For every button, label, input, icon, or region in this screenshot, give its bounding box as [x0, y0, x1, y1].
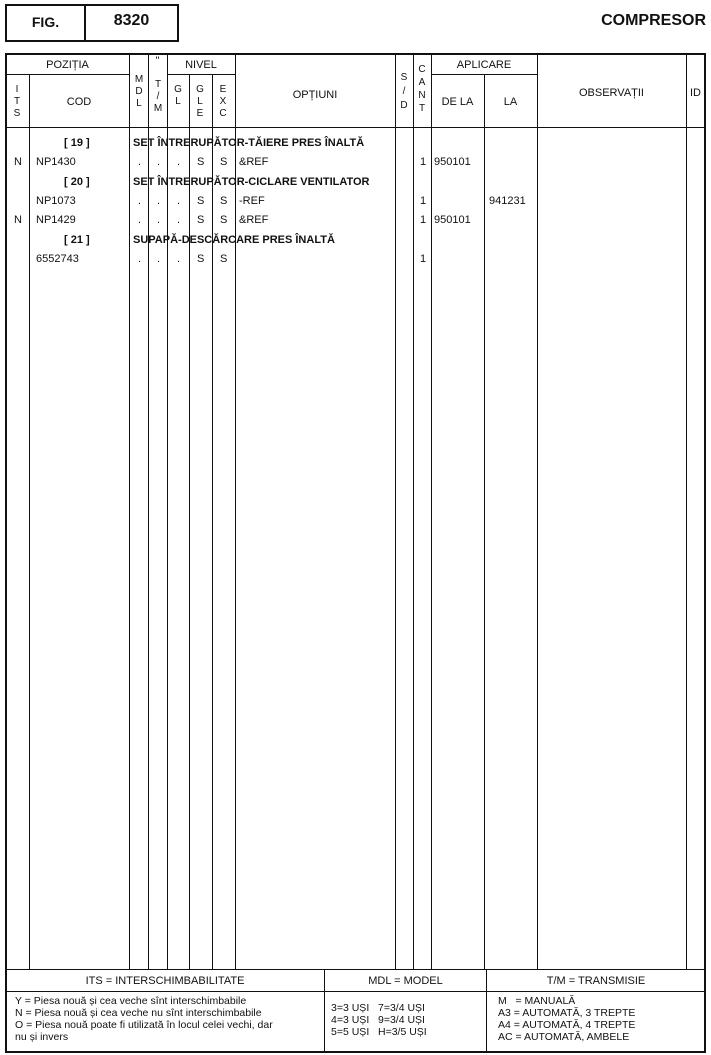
header-la: LA: [503, 96, 518, 108]
row-mdl: .: [138, 195, 142, 207]
col-line-gl: [189, 74, 190, 969]
legend-mdl-line: 3=3 UȘI 7=3/4 UȘI: [331, 1002, 425, 1014]
row-its: N: [14, 156, 22, 168]
col-line-cod: [129, 53, 130, 969]
row-exc: S: [220, 195, 228, 207]
row-tm: .: [157, 253, 161, 265]
col-line-gle: [212, 74, 213, 969]
header-tm: T / M: [153, 79, 163, 114]
row-exc: S: [220, 214, 228, 226]
header-gl: G L: [174, 84, 182, 107]
row-gl: .: [177, 195, 181, 207]
header-its: I T S: [13, 84, 21, 119]
col-line-tm: [167, 53, 168, 969]
row-cod: 6552743: [36, 253, 79, 265]
col-line-optiuni: [395, 53, 396, 969]
legend-its-line: Y = Piesa nouă și cea veche sînt interschimbabile: [15, 995, 247, 1007]
col-line-dela: [484, 74, 485, 969]
row-la: 941231: [489, 195, 526, 207]
header-cod: COD: [66, 96, 92, 108]
section-title: SET ÎNTRERUPĂTOR-TĂIERE PRES ÎNALTĂ: [133, 137, 365, 149]
row-cod: NP1073: [36, 195, 76, 207]
legend-tm-line: M = MANUALĂ: [498, 995, 576, 1007]
header-mdl: M D L: [134, 74, 144, 109]
header-aplicare: APLICARE: [456, 59, 512, 71]
row-its: N: [14, 214, 22, 226]
header-de-la: DE LA: [441, 96, 474, 108]
legend-its-line: nu și invers: [15, 1031, 69, 1043]
row-cod: NP1430: [36, 156, 76, 168]
row-optiuni: &REF: [239, 156, 269, 168]
header-exc: E X C: [219, 84, 227, 119]
legend-mdl-title: MDL = MODEL: [368, 975, 443, 987]
row-tm: .: [157, 214, 161, 226]
header-nivel: NIVEL: [185, 59, 217, 71]
row-cant: 1: [420, 195, 427, 207]
fig-label: FIG.: [31, 14, 60, 30]
section-ref: [ 21 ]: [64, 234, 90, 246]
col-line-mdl: [148, 53, 149, 969]
row-gle: S: [197, 214, 205, 226]
row-gle: S: [197, 195, 205, 207]
legend-tm-line: AC = AUTOMATĂ, AMBELE: [498, 1031, 630, 1043]
legend-tm-title: T/M = TRANSMISIE: [546, 975, 646, 987]
legend-its-line: O = Piesa nouă poate fi utilizată în locul celei vechi, dar: [15, 1019, 273, 1031]
row-gl: .: [177, 156, 181, 168]
header-observatii: OBSERVAȚII: [578, 87, 644, 99]
parts-table: [5, 53, 706, 1053]
header-optiuni: OPȚIUNI: [292, 89, 338, 101]
row-gl: .: [177, 214, 181, 226]
row-cant: 1: [420, 156, 427, 168]
section-title: SUPAPĂ-DESCĂRCARE PRES ÎNALTĂ: [133, 234, 335, 246]
header-id: ID: [690, 87, 701, 99]
header-bottom-line: [6, 127, 705, 128]
row-tm: .: [157, 156, 161, 168]
legend-top-line: [6, 969, 705, 970]
legend-tm-line: A3 = AUTOMATĂ, 3 TREPTE: [498, 1007, 636, 1019]
header-subline-pozitia: [6, 74, 129, 75]
header-sd: S / D: [400, 72, 408, 111]
row-gle: S: [197, 156, 205, 168]
row-cant: 1: [420, 253, 427, 265]
row-mdl: .: [138, 156, 142, 168]
header-cant: C A N T: [418, 64, 426, 114]
section-ref: [ 19 ]: [64, 137, 90, 149]
fig-number: 8320: [113, 12, 150, 29]
row-cod: NP1429: [36, 214, 76, 226]
row-optiuni: -REF: [239, 195, 265, 207]
col-line-la: [537, 53, 538, 969]
row-gl: .: [177, 253, 181, 265]
row-cant: 1: [420, 214, 427, 226]
header-subline-nivel: [167, 74, 235, 75]
legend-title-line: [6, 991, 705, 992]
row-mdl: .: [138, 214, 142, 226]
col-line-obs: [686, 53, 687, 969]
section-title: SET ÎNTRERUPĂTOR-CICLARE VENTILATOR: [133, 176, 370, 188]
legend-tm-line: A4 = AUTOMATĂ, 4 TREPTE: [498, 1019, 636, 1031]
col-line-exc: [235, 53, 236, 969]
header-tm-mark: ": [155, 55, 160, 67]
row-exc: S: [220, 253, 228, 265]
legend-mdl-line: 5=5 UȘI H=3/5 UȘI: [331, 1026, 427, 1038]
row-mdl: .: [138, 253, 142, 265]
legend-mdl-line: 4=3 UȘI 9=3/4 UȘI: [331, 1014, 425, 1026]
col-line-cant: [431, 53, 432, 969]
legend-its-title: ITS = INTERSCHIMBABILITATE: [85, 975, 245, 987]
row-gle: S: [197, 253, 205, 265]
row-exc: S: [220, 156, 228, 168]
row-optiuni: &REF: [239, 214, 269, 226]
col-line-its: [29, 74, 30, 969]
row-de-la: 950101: [434, 214, 471, 226]
page-title: COMPRESOR: [601, 12, 706, 29]
header-pozitia: POZIȚIA: [46, 59, 89, 71]
row-de-la: 950101: [434, 156, 471, 168]
row-tm: .: [157, 195, 161, 207]
section-ref: [ 20 ]: [64, 176, 90, 188]
header-gle: G L E: [196, 84, 204, 119]
legend-its-line: N = Piesa nouă și cea veche nu sînt interschimbabile: [15, 1007, 262, 1019]
col-line-sd: [413, 53, 414, 969]
